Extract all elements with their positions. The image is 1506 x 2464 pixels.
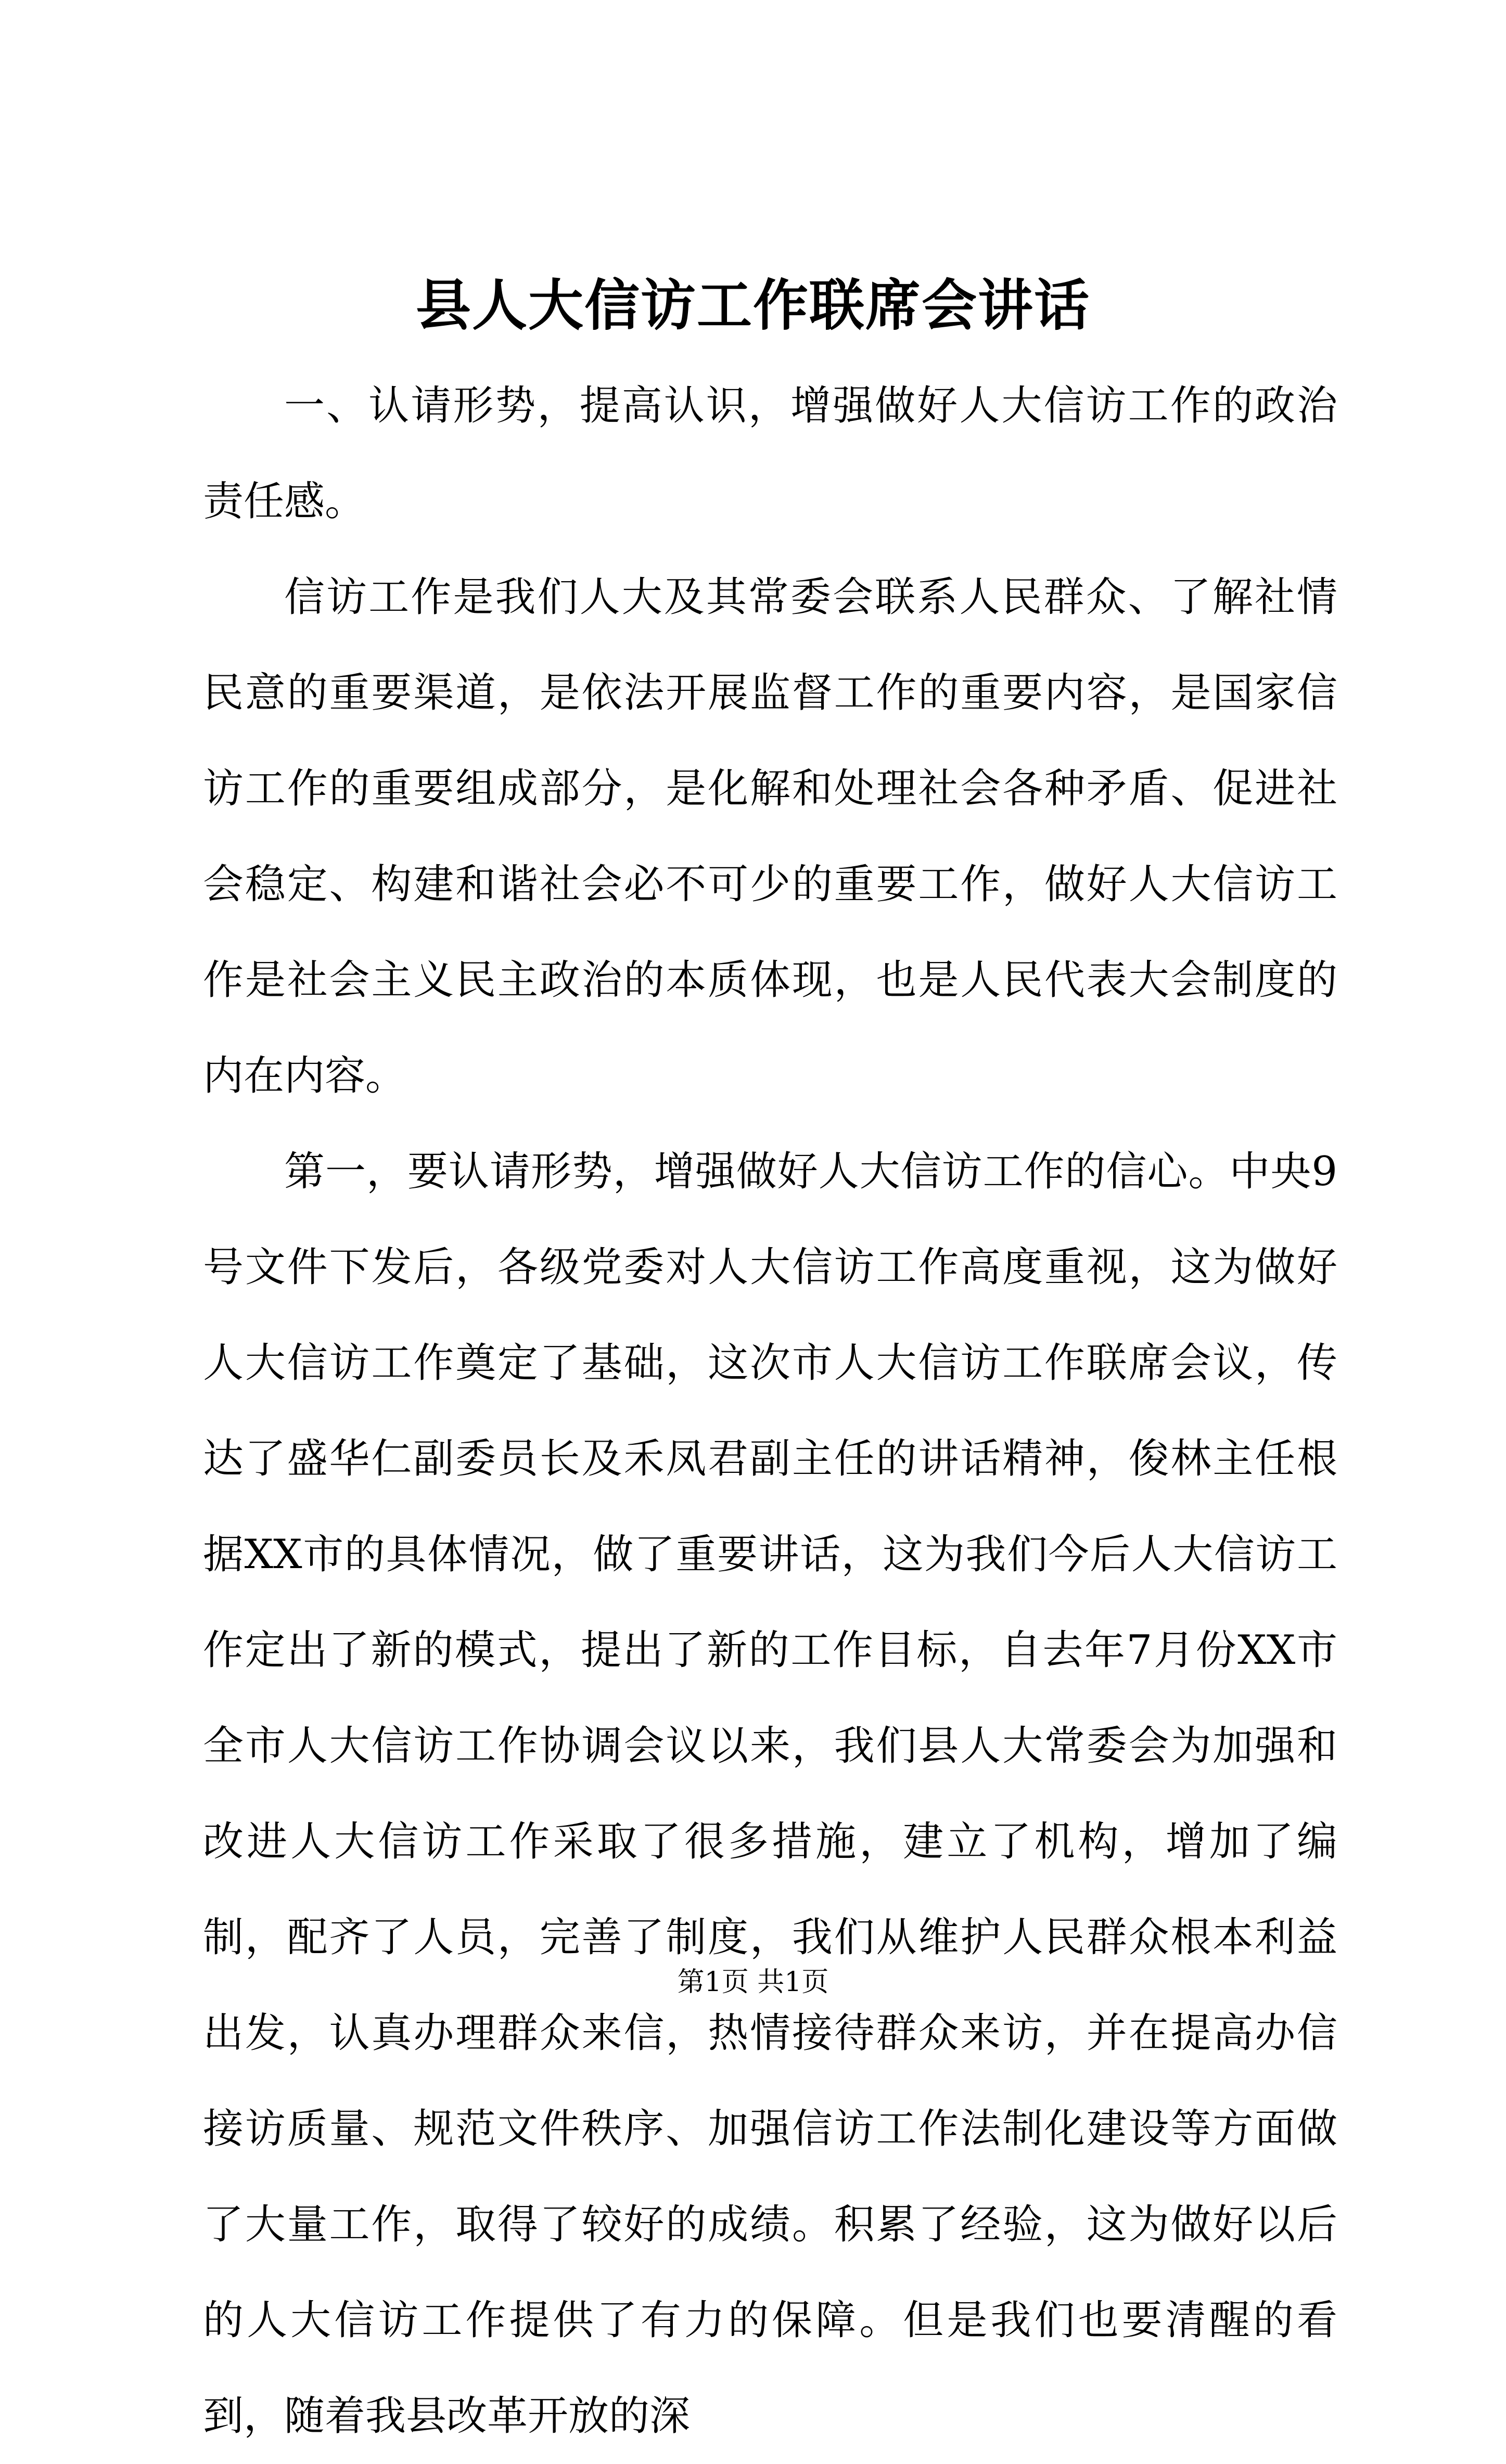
paragraph-first-point: 第一，要认请形势，增强做好人大信访工作的信心。中央9号文件下发后，各级党委对人大信访工作高度重视，这为做好人大信访工作奠定了基础，这次市人大信访工作联席会议，传达了盛华仁副委员长及禾凤君副主任的讲话精神，俊林主任根据XX市的具体情况，做了重要讲话，这为我们今后人大信访工作定出了新的模式，提出了新的工作目标，自去年7月份XX市全市人大信访工作协调会议以来，我们县人大常委会为加强和改进人大信访工作采取了很多措施，建立了机构，增加了编制，配齐了人员，完善了制度，我们从维护人民群众根本利益出发，认真办理群众来信，热情接待群众来访，并在提高办信接访质量、规范文件秩序、加强信访工作法制化建设等方面做了大量工作，取得了较好的成绩。积累了经验，这为做好以后的人大信访工作提供了有力的保障。但是我们也要清醒的看到，随着我县改革开放的深 — [203, 1148, 1337, 2440]
page-footer: 第1页 共1页 — [677, 1967, 829, 1998]
paragraph-intro: 信访工作是我们人大及其常委会联系人民群众、了解社情民意的重要渠道，是依法开展监督工作的重要内容，是国家信访工作的重要组成部分，是化解和处理社会各种矛盾、促进社会稳定、构建和谐社会必不可少的重要工作，做好人大信访工作是社会主义民主政治的本质体现，也是人民代表大会制度的内在内容。 — [203, 574, 1337, 1099]
document-title: 县人大信访工作联席会讲话 — [416, 273, 1090, 338]
paragraph-section-heading: 一、认请形势，提高认识，增强做好人大信访工作的政治责任感。 — [203, 382, 1337, 525]
document-body — [203, 358, 1337, 2464]
